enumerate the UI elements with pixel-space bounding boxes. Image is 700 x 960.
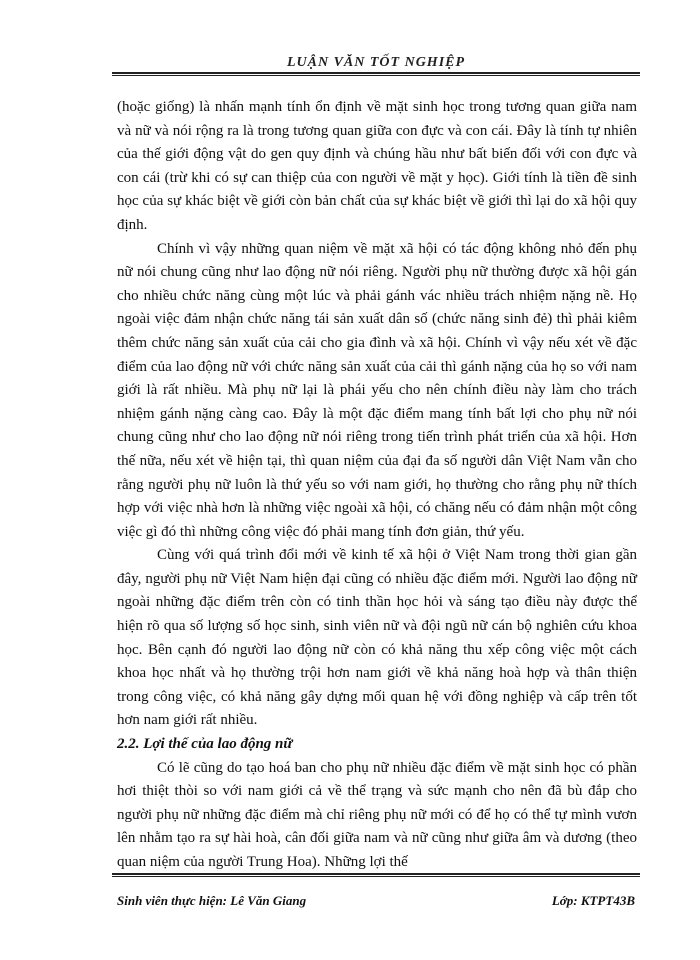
- footer-rule-thin: [112, 876, 640, 877]
- header-rule-thin: [112, 75, 640, 76]
- footer-student: Sinh viên thực hiện: Lê Văn Giang: [117, 893, 307, 908]
- page-header-title: LUẬN VĂN TỐT NGHIỆP: [286, 55, 466, 70]
- page-footer: [117, 893, 637, 913]
- footer-rule: [112, 873, 640, 875]
- footer-class: Lớp: KTPT43B: [551, 893, 635, 908]
- paragraph-4: Có lẽ cũng do tạo hoá ban cho phụ nữ nhiều đặc điểm về mặt sinh học có phần hơi thiệt thòi so với nam giới cả về thể trạng và sức mạnh cho nên đã bù đắp cho người phụ nữ những đặc điểm mà chỉ riêng phụ nữ mới có để họ có thể tự mình vươn lên nhằm tạo ra sự hài hoà, cân đối giữa nam và nữ cũng như giữa âm và dương (theo quan niệm của người Trung Hoa). Những lợi thế: [117, 759, 637, 870]
- header-rule: [112, 72, 640, 74]
- section-heading: 2.2. Lợi thế của lao động nữ: [117, 736, 293, 753]
- paragraph-1: (hoặc giống) là nhấn mạnh tính ổn định về mặt sinh học trong tương quan giữa nam và nữ và nói rộng ra là trong tương quan giữa con đực và con cái. Đây là tính tự nhiên của thế giới động vật do gen quy định và chúng hầu như bất biến đối với con đực và con cái (trừ khi có sự can thiệp của con người về mặt y học). Giới tính là tiền đề sinh học của sự khác biệt về giới còn bản chất của sự khác biệt về giới thì lại do xã hội quy định.: [117, 99, 637, 233]
- body-text: [117, 96, 637, 875]
- paragraph-3: Cùng với quá trình đổi mới về kinh tế xã hội ở Việt Nam trong thời gian gần đây, người phụ nữ Việt Nam hiện đại cũng có nhiều đặc điểm mới. Người lao động nữ ngoài những đặc điểm trên còn có tinh thần học hỏi và sáng tạo điều này được thể hiện rõ qua số lượng số học sinh, sinh viên nữ và đội ngũ nữ cán bộ nghiên cứu khoa học. Bên cạnh đó người lao động nữ còn có khả năng thu xếp công việc một cách khoa học nhất và họ thường trội hơn nam giới về khả năng hoà hợp và thân thiện trong công việc, có khả năng gây dựng mối quan hệ với đồng nghiệp và cấp trên tốt hơn nam giới rất nhiều.: [117, 547, 637, 729]
- paragraph-2: Chính vì vậy những quan niệm về mặt xã hội có tác động không nhỏ đến phụ nữ nói chung cũng như lao động nữ nói riêng. Người phụ nữ thường được xã hội gán cho nhiều chức năng cùng một lúc và phải gánh vác nhiều trách nhiệm nặng nề. Họ ngoài việc đảm nhận chức năng tái sản xuất dân số (chức năng sinh đẻ) thì phải kiêm thêm chức năng sản xuất của cải cho gia đình và xã hội. Chính vì vậy nếu xét về đặc điểm của lao động nữ với chức năng sản xuất của cải thì gánh nặng của họ so với nam giới là rất nhiều. Mà phụ nữ lại là phái yếu cho nên chính điều này làm cho trách nhiệm gánh nặng càng cao. Đây là một đặc điểm mang tính bất lợi cho phụ nữ nói chung cũng như cho lao động nữ nói riêng trong tiến trình phát triển của xã hội. Hơn thế nữa, nếu xét về hiện tại, thì quan niệm của đại đa số người dân Việt Nam vẫn cho rằng người phụ nữ luôn là thứ yếu so với nam giới, họ thường cho rằng phụ nữ thích hợp với việc nhà hơn là những việc ngoài xã hội, có chăng nếu có đảm nhận một công việc gì đó thì những công việc đó phải mang tính đơn giản, thứ yếu.: [117, 240, 637, 540]
